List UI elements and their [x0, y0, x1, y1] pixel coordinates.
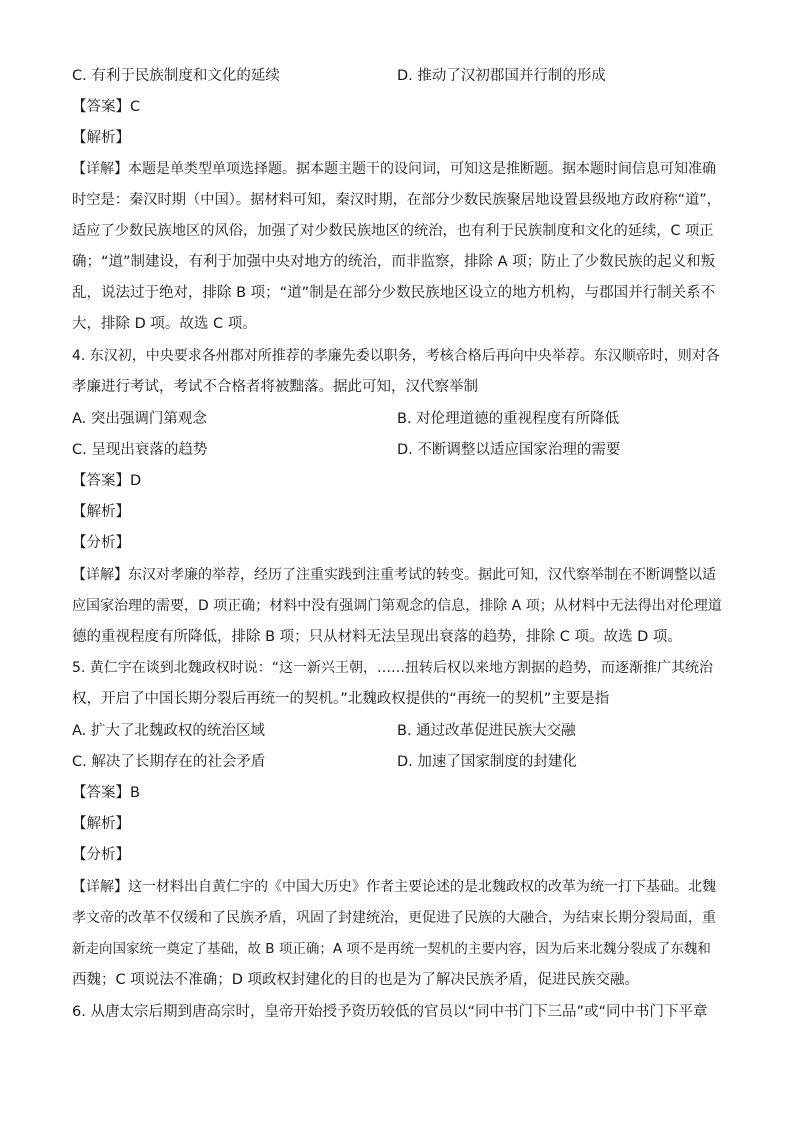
q4-stem-line: 孝廉进行考试，考试不合格者将被黜落。据此可知，汉代察举制 — [72, 379, 478, 395]
q4-stem-line: 4. 东汉初，中央要求各州郡对所推荐的孝廉先委以职务，考核合格后再向中央举荐。东汉顺帝时，则对各 — [72, 348, 720, 364]
q5-analysis-heading: 【解析】 — [72, 816, 130, 832]
q3-detail-line: 确；“道”制建设，有利于加强中央对地方的统治，而非监察，排除 A 项；防止了少数民族的起义和叛 — [72, 254, 716, 270]
q3-detail-line: 大，排除 D 项。故选 C 项。 — [72, 316, 257, 332]
q3-option-c: C. 有利于民族制度和文化的延续 — [72, 68, 280, 84]
q3-detail-line: 【详解】本题是单类型单项选择题。据本题主题干的设问词，可知这是推断题。据本题时间信息可知准确 — [72, 161, 716, 177]
q5-answer: 【答案】B — [72, 785, 140, 801]
q5-fenxi-heading: 【分析】 — [72, 847, 130, 863]
q5-detail-line: 新走向国家统一奠定了基础，故 B 项正确；A 项不是再统一契机的主要内容，因为后来北魏分裂成了东魏和 — [72, 941, 711, 957]
q5-option-c: C. 解决了长期存在的社会矛盾 — [72, 754, 266, 770]
q5-detail-line: 西魏；C 项说法不准确；D 项政权封建化的目的也是为了解决民族矛盾，促进民族交融。 — [72, 972, 640, 988]
q3-detail-line: 乱，说法过于绝对，排除 B 项；“道”制是在部分少数民族地区设立的地方机构，与郡国并行制关系不 — [72, 285, 716, 301]
q4-option-a: A. 突出强调门第观念 — [72, 411, 207, 427]
q5-detail-line: 孝文帝的改革不仅缓和了民族矛盾，巩固了封建统治，更促进了民族的大融合，为结束长期分裂局面，重 — [72, 910, 716, 926]
q3-option-d: D. 推动了汉初郡国并行制的形成 — [397, 68, 606, 84]
q4-option-b: B. 对伦理道德的重视程度有所降低 — [397, 411, 620, 427]
q5-detail-line: 【详解】这一材料出自黄仁宇的《中国大历史》作者主要论述的是北魏政权的改革为统一打下基础。北魏 — [72, 879, 716, 895]
q6-stem-line: 6. 从唐太宗后期到唐高宗时，皇帝开始授予资历较低的官员以“同中书门下三品”或“同中书门下平章 — [72, 1004, 708, 1020]
q4-detail-line: 德的重视程度有所降低，排除 B 项；只从材料无法呈现出衰落的趋势，排除 C 项。故选 D 项。 — [72, 629, 682, 645]
q3-detail-line: 时空是：秦汉时期（中国）。据材料可知，秦汉时期，在部分少数民族聚居地设置县级地方政府称“道”， — [72, 192, 721, 208]
q4-fenxi-heading: 【分析】 — [72, 535, 130, 551]
q3-detail-line: 适应了少数民族地区的风俗，加强了对少数民族地区的统治，也有利于民族制度和文化的延续，C 项正 — [72, 223, 714, 239]
q5-option-d: D. 加速了国家制度的封建化 — [397, 754, 577, 770]
q4-answer: 【答案】D — [72, 473, 142, 489]
q4-detail-line: 应国家治理的需要，D 项正确；材料中没有强调门第观念的信息，排除 A 项；从材料中无法得出对伦理道 — [72, 598, 722, 614]
q4-option-d: D. 不断调整以适应国家治理的需要 — [397, 442, 621, 458]
q4-option-c: C. 呈现出衰落的趋势 — [72, 442, 208, 458]
q4-detail-line: 【详解】东汉对孝廉的举荐，经历了注重实践到注重考试的转变。据此可知，汉代察举制在不断调整以适 — [72, 567, 716, 583]
q5-stem-line: 5. 黄仁宇在谈到北魏政权时说：“这一新兴王朝，……扭转后权以来地方割据的趋势，而逐渐推广其统治 — [72, 660, 714, 676]
q4-analysis-heading: 【解析】 — [72, 504, 130, 520]
q5-stem-line: 权，开启了中国长期分裂后再统一的契机。”北魏政权提供的“再统一的契机”主要是指 — [72, 691, 610, 707]
q3-answer: 【答案】C — [72, 99, 141, 115]
q3-analysis-heading: 【解析】 — [72, 130, 130, 146]
q5-option-a: A. 扩大了北魏政权的统治区域 — [72, 723, 265, 739]
q5-option-b: B. 通过改革促进民族大交融 — [397, 723, 576, 739]
